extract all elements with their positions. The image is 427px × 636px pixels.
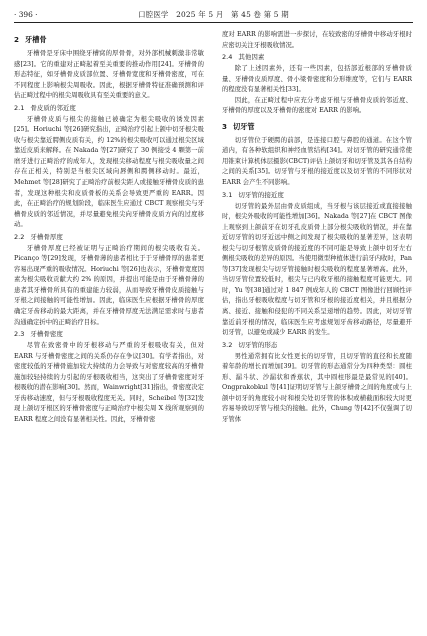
subsection-heading: 2.1 骨皮质的邻近度 xyxy=(14,103,76,112)
left-column xyxy=(14,30,204,626)
page-number: · 396 · xyxy=(14,10,38,19)
paragraph: 牙槽骨皮质与根尖的接触已被确定为根尖吸收的诱发因素[25]。Horiuchi 等[26]研究指出，正畸治疗引起上颌中切牙根尖吸收与根尖靠近腭侧皮质有关，约 12%的根尖吸收可以通过根尖区域靠近皮质来解释。在 Nakada 等[27]研究了 30 例接受 4 颗第一前磨牙进行正畸治疗的成年人，发现根尖移动程度与根尖吸收量之间存在正相关，特别是当根尖区域向唇侧和腭侧移动时。最近，Mehmet 等[28]研究了正畸治疗前根尖距人或接触牙槽骨皮质的患者，发现这种根尖和皮质骨板的关系会导致更严重的 EARR。因此，在正畸治疗的规划阶段，临床医生应通过 CBCT 观察根尖与牙槽骨皮质的邻近情况，并尽量避免根尖向牙槽骨皮质方向的过度移动。 xyxy=(14,115,204,229)
subsection-heading: 2.4 其他因素 xyxy=(222,53,265,62)
journal-running-title: 口腔医学 2025 年 5 月 第 45 卷 第 5 期 xyxy=(138,10,289,19)
section-heading: 3 切牙管 xyxy=(222,121,255,131)
paragraph: 尽管在致密骨中的牙根移动与严重的牙根吸收有关，但对 EARR 与牙槽骨密度之间的关系仍存在争议[30]。有学者指出，对密度较低的牙槽骨施加较大持续的力会导致与对密度较高的牙槽骨施加较轻持续的力引起的牙根吸收相当，这突出了牙槽骨密度对牙根吸收的潜在影响[30]。然而，Wainwright[31]指出，骨密度决定牙齿移动速度，但与牙根吸收程度无关。同时，Scheibel 等[32]发现上颌切牙根区的牙槽骨密度与正畸治疗中根尖周 X 线所观察到的 EARR 程度之间没有显著相关性。因此，牙槽骨密 xyxy=(14,342,204,423)
subsection-heading: 3.1 切牙管的接近度 xyxy=(222,190,284,199)
subsection-heading: 2.3 牙槽骨密度 xyxy=(14,330,63,339)
section-heading: 2 牙槽骨 xyxy=(14,35,47,44)
paragraph: 除了上述因素外，还有一些因素，包括部近根部的牙槽骨质量、牙槽骨皮质厚度、骨小梁骨密度和分形维度等，它们与 EARR 的程度没有显著相关性[33]。 xyxy=(222,65,412,94)
subsection-heading: 2.2 牙槽骨厚度 xyxy=(14,232,63,241)
paragraph: 男性通常拥有比女性更长的切牙管，且切牙管的直径和长度随着年龄的增长而增加[39]。切牙管的形态通常分为四种类型：圆柱形、漏斗状、沙漏状和香蕉状，其中圆柱形最是最常见的[40]。Ongprakobkul 等[41]证明切牙管与上颌牙槽骨之间的角度或与上颌中切牙的角度较小时和根尖处切牙管的体积或横截面积较大时更容易导致切牙管与根尖的接触。此外，Chung 等[42]不仅强调了切牙管体 xyxy=(222,352,412,423)
header-rule xyxy=(14,22,413,23)
subsection-heading: 3.2 切牙管的形态 xyxy=(222,340,278,349)
paragraph: 牙槽骨是牙床中围绕牙槽窝的厚骨骨，对外部机械刺激非常敏感[23]。它的重建对正畸起着至关重要的推动作用[24]。牙槽骨的形态特征，如牙槽骨皮质部位置、牙槽骨宽度和牙槽骨密度，可在不同程度上影响根尖周吸收。因此，根据牙槽骨特征准确预测和评估正畸过程中的根尖周吸收具有至关重要的意义。 xyxy=(14,50,204,100)
page-header xyxy=(14,9,413,21)
paragraph: 切牙管的最外层由骨皮质组成，当牙根与该层接近或直接接触时，根尖外吸收的可能性增加[36]。Nakada 等[27]在 CBCT 图像上观察到上颌前牙在切牙孔皮质骨上部分根尖吸收的情况，并在靠近切牙管的切牙近远中侧之间发现了根尖吸收的显著差异，这表明根尖与切牙根管皮质骨的接近度的不同可能是导致上颌中切牙左右侧根尖吸收的差异的原因。当使用微型种植体进行前牙内收时，Pan 等[37]发现根尖与切牙管接触时根尖吸收的程度显著增高。此外，当切牙管位置较低时，根尖与已内收牙根的接触程度可能更大。同时，Yu 等[38]通过对 1 847 例成年人的 CBCT 图像进行回顾性评估，指出牙根吸收程度与切牙管和牙根的接近度相关，并且根据分离、接近、接触和侵犯的不同关系呈递增的趋势。因此，对切牙管靠近前牙根的情况，临床医生应考虑规划牙齿移动路径，尽量避开切牙管，以避免或减少 EARR 的发生。 xyxy=(222,202,412,337)
paragraph-continued: 度对 EARR 的影响需进一步探讨，在较致密的牙槽骨中移动牙根时应密切关注牙根吸收情况。 xyxy=(222,31,412,49)
right-column xyxy=(222,30,412,626)
paragraph: 牙槽骨厚度已经被证明与正畸治疗期间的根尖吸收有关。Picanço 等[29]发现，牙槽骨薄的患者相比于于牙槽骨厚的患者更容易出现严重的吸收情况。Horiuchi 等[26]也表示，牙槽骨宽度因素为根尖吸收贡献大约 2% 的原因，并提出可能是由于牙槽骨薄的患者其牙槽骨所具有的重建能力较弱，从而导致牙槽骨皮质接触与牙根之间接触的可能性增加。因此，临床医生应根据牙槽骨的厚度确定牙齿移动的最大距离，并在牙槽骨厚度无法满足需求时与患者沟通确定折中的正畸治疗目标。 xyxy=(14,244,204,326)
paragraph: 因此，在正畸过程中应充分考虑牙根与牙槽骨皮质的邻近度、牙槽骨的厚度以及牙槽骨的密度对 EARR 的影响。 xyxy=(222,96,412,115)
paragraph: 切牙管位于硬腭的前部，是连接口腔与鼻腔的通道。在这个管道内，有各种软组织和神经血管结构[34]。对切牙管的研究通常使用锥束计算机体层摄影(CBCT)评估上颌切牙和切牙管及其各自结构之间的关系[35]。切牙管与牙根的接近度以及切牙管的不同形状对 EARR 会产生不同影响。 xyxy=(222,136,412,187)
